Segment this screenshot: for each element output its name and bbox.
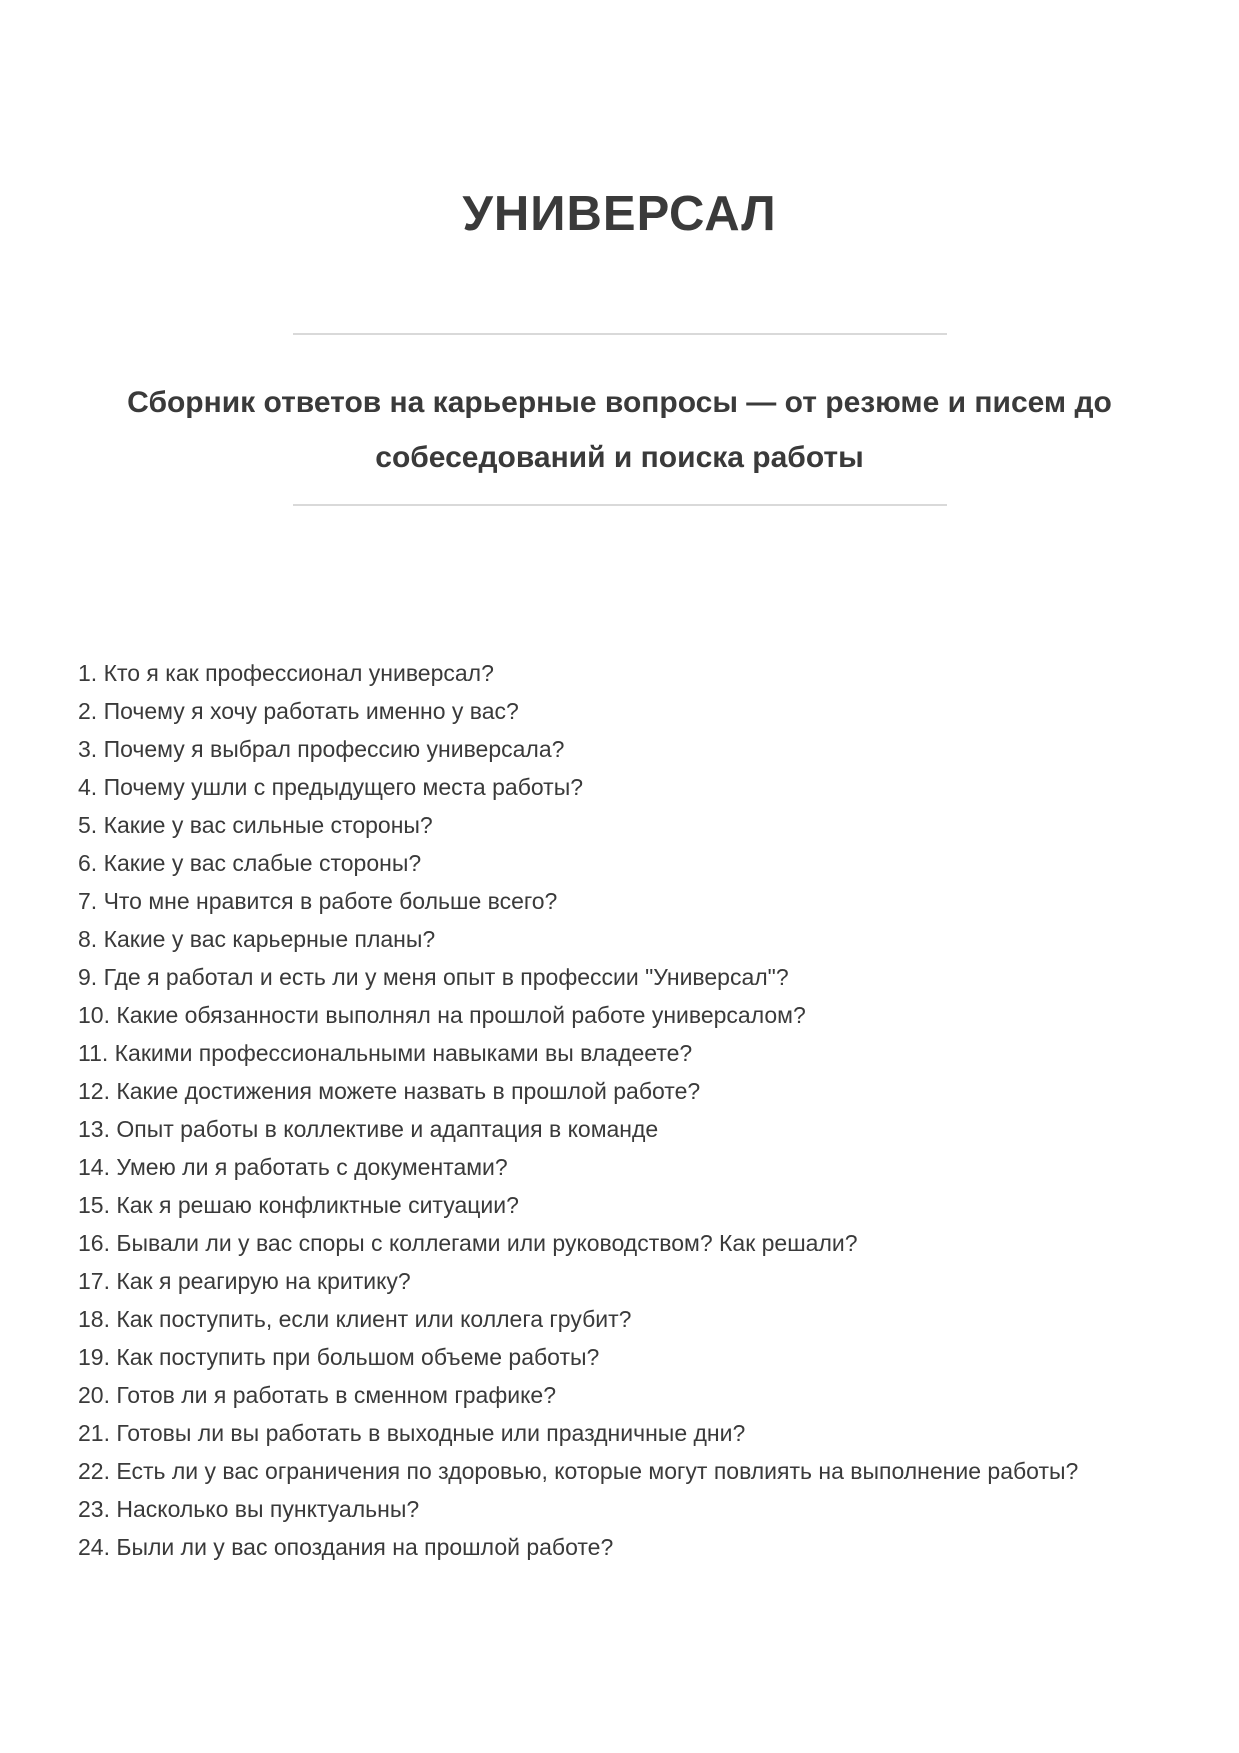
- toc-item: 9. Где я работал и есть ли у меня опыт в профессии "Универсал"?: [78, 964, 789, 990]
- toc-item: 16. Бывали ли у вас споры с коллегами или руководством? Как решали?: [78, 1230, 858, 1256]
- divider-line-top: [293, 333, 947, 335]
- table-of-contents: [0, 654, 1239, 1566]
- toc-item: 17. Как я реагирую на критику?: [78, 1268, 411, 1294]
- toc-item: 24. Были ли у вас опоздания на прошлой работе?: [78, 1534, 614, 1560]
- toc-item: 23. Насколько вы пунктуальны?: [78, 1496, 420, 1522]
- toc-item: 6. Какие у вас слабые стороны?: [78, 850, 422, 876]
- toc-item: 7. Что мне нравится в работе больше всего?: [78, 888, 558, 914]
- toc-item: 1. Кто я как профессионал универсал?: [78, 660, 494, 686]
- toc-item: 20. Готов ли я работать в сменном графике?: [78, 1382, 557, 1408]
- divider-line-bottom: [293, 504, 947, 506]
- toc-item: 5. Какие у вас сильные стороны?: [78, 812, 433, 838]
- toc-item: 14. Умею ли я работать с документами?: [78, 1154, 508, 1180]
- page-title: УНИВЕРСАЛ: [462, 187, 777, 241]
- page-subtitle: Сборник ответов на карьерные вопросы — от резюме и писем до собеседований и поиска работы: [127, 386, 1112, 474]
- toc-item: 3. Почему я выбрал профессию универсала?: [78, 736, 565, 762]
- toc-item: 22. Есть ли у вас ограничения по здоровью, которые могут повлиять на выполнение работы?: [78, 1458, 1079, 1484]
- toc-item: 13. Опыт работы в коллективе и адаптация в команде: [78, 1116, 659, 1142]
- toc-item: 12. Какие достижения можете назвать в прошлой работе?: [78, 1078, 701, 1104]
- toc-item: 8. Какие у вас карьерные планы?: [78, 926, 436, 952]
- toc-item: 21. Готовы ли вы работать в выходные или праздничные дни?: [78, 1420, 746, 1446]
- toc-item: 10. Какие обязанности выполнял на прошлой работе универсалом?: [78, 1002, 806, 1028]
- toc-item: 15. Как я решаю конфликтные ситуации?: [78, 1192, 519, 1218]
- toc-item: 19. Как поступить при большом объеме работы?: [78, 1344, 600, 1370]
- toc-item: 2. Почему я хочу работать именно у вас?: [78, 698, 519, 724]
- toc-item: 4. Почему ушли с предыдущего места работы?: [78, 774, 584, 800]
- toc-item: 11. Какими профессиональными навыками вы владеете?: [78, 1040, 693, 1066]
- toc-item: 18. Как поступить, если клиент или коллега грубит?: [78, 1306, 632, 1332]
